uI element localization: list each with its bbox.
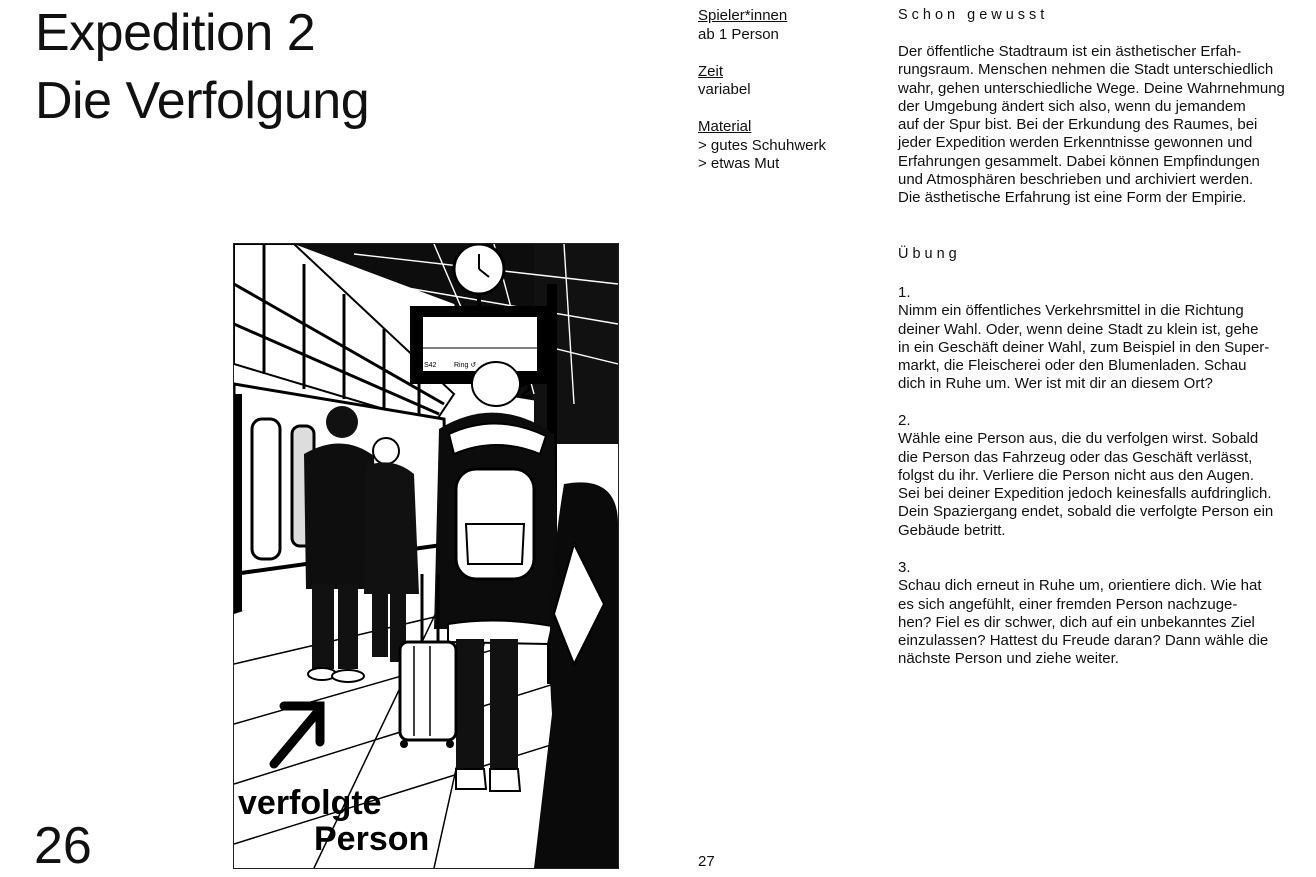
text-line: der Umgebung ändert sich also, wenn du jemandem (898, 97, 1246, 115)
board-line-label: S42 (424, 362, 437, 369)
text-line: es sich angefühlt, einer fremden Person nachzuge- (898, 595, 1238, 613)
expedition-title: Expedition 2 (35, 4, 316, 62)
material-block (698, 118, 878, 174)
text-line: jeder Expedition werden Erkenntnisse gewonnen und (898, 134, 1253, 152)
caption-line1: verfolgte (238, 784, 382, 822)
step-number: 1. (898, 284, 911, 301)
material-item: > etwas Mut (698, 155, 780, 172)
exercise-heading: Übung (898, 246, 961, 262)
caption-line2: Person (314, 820, 430, 858)
time-value: variabel (698, 81, 751, 98)
board-destination-label: Ring ↺ (454, 362, 477, 369)
track-number: 2 (520, 378, 533, 403)
players-block (698, 7, 878, 44)
did-you-know-text (898, 43, 1288, 208)
expedition-subtitle: Die Verfolgung (35, 72, 370, 130)
text-line: hen? Fiel es dir schwer, dich auf ein unbekanntes Ziel (898, 613, 1255, 631)
step-number: 2. (898, 412, 911, 429)
exercise-step-1 (898, 284, 1288, 394)
page-number-right: 27 (698, 853, 715, 870)
text-line: einzulassen? Hattest du Freude daran? Dann wähle die (898, 632, 1269, 650)
text-line: deiner Wahl. Oder, wenn deine Stadt zu klein ist, gehe (898, 320, 1259, 338)
text-line: auf der Spur bist. Bei der Erkundung des Raumes, bei (898, 116, 1258, 134)
text-line: Schau dich erneut in Ruhe um, orientiere dich. Wie hat (898, 577, 1262, 595)
did-you-know-heading: Schon gewusst (898, 7, 1049, 23)
text-line: wahr, gehen unterschiedliche Wege. Deine Wahrnehmung (898, 79, 1285, 97)
text-line: Nimm ein öffentliches Verkehrsmittel in die Richtung (898, 302, 1244, 320)
text-line: Der öffentliche Stadtraum ist ein ästhetischer Erfah- (898, 43, 1242, 60)
text-line: Erfahrungen gesammelt. Dabei können Empfindungen (898, 152, 1260, 170)
material-label: Material (698, 118, 752, 135)
text-line: Sei bei deiner Expedition jedoch keinesfalls aufdringlich. (898, 485, 1272, 503)
players-value: ab 1 Person (698, 25, 779, 43)
text-line: Gebäude betritt. (898, 521, 1006, 539)
text-line: rungsraum. Menschen nehmen die Stadt unterschiedlich (898, 61, 1274, 79)
text-line: nächste Person und ziehe weiter. (898, 650, 1119, 668)
text-line: und Atmosphären beschrieben und archiviert werden. (898, 171, 1254, 189)
text-line: folgst du ihr. Verliere die Person nicht aus den Augen. (898, 466, 1255, 484)
step-number: 3. (898, 559, 911, 576)
platform-illustration (233, 243, 619, 869)
material-item: > gutes Schuhwerk (698, 136, 826, 154)
text-line: in ein Geschäft deiner Wahl, zum Beispiel in den Super- (898, 338, 1270, 356)
text-line: Dein Spaziergang endet, sobald die verfolgte Person ein (898, 503, 1274, 521)
exercise-step-3 (898, 559, 1288, 669)
exercise-step-2 (898, 412, 1288, 540)
time-block (698, 63, 878, 100)
page-number-left: 26 (34, 817, 92, 875)
text-line: Wähle eine Person aus, die du verfolgen wirst. Sobald (898, 430, 1259, 448)
players-label: Spieler*innen (698, 7, 788, 24)
text-line: dich in Ruhe um. Wer ist mit dir an diesem Ort? (898, 375, 1213, 393)
text-line: Die ästhetische Erfahrung ist eine Form der Empirie. (898, 189, 1247, 207)
text-line: markt, die Fleischerei oder den Blumenladen. Schau (898, 357, 1247, 375)
game-meta (698, 7, 878, 192)
text-line: die Person das Fahrzeug oder das Geschäft verlässt, (898, 448, 1253, 466)
time-label: Zeit (698, 62, 724, 80)
